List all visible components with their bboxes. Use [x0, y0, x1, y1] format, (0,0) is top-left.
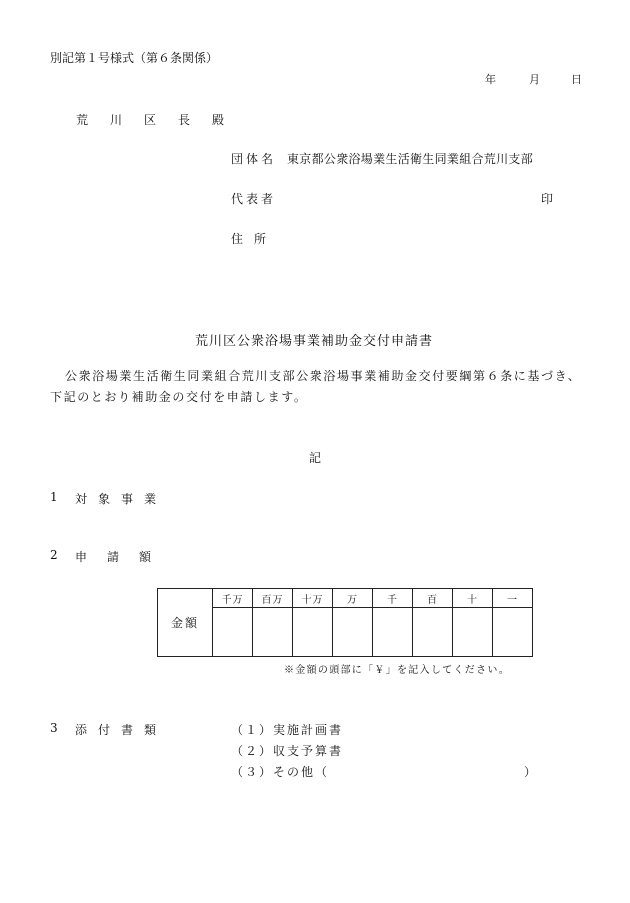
digit-cell[interactable]	[453, 608, 493, 657]
org-label: 団体名	[231, 152, 277, 166]
address-label: 住所	[231, 232, 278, 246]
item-1-label: 対象事業	[75, 492, 168, 506]
digit-header: 百	[413, 589, 453, 608]
digit-header: 一	[493, 589, 533, 608]
form-id: 別記第１号様式（第６条関係）	[50, 51, 219, 65]
date-day: 日	[571, 73, 582, 86]
org-value: 東京都公衆浴場業生活衛生同業組合荒川支部	[287, 152, 534, 166]
body-line-1: 公衆浴場業生活衛生同業組合荒川支部公衆浴場事業補助金交付要綱第６条に基づき、	[65, 369, 582, 383]
item-2-label: 申請額	[75, 550, 172, 564]
digit-cell[interactable]	[253, 608, 293, 657]
date-month: 月	[529, 73, 540, 86]
digit-cell[interactable]	[293, 608, 333, 657]
addressee: 荒川区長殿	[76, 113, 247, 127]
digit-cell[interactable]	[493, 608, 533, 657]
digit-cell[interactable]	[333, 608, 373, 657]
attachment-1: （１）実施計画書	[231, 723, 344, 737]
attachment-3: （３）その他（	[231, 765, 330, 779]
digit-cell[interactable]	[413, 608, 453, 657]
item-2-number: 2	[50, 548, 58, 562]
digit-header: 千万	[213, 589, 253, 608]
ki-heading: 記	[309, 451, 322, 465]
amount-note: ※金額の頭部に「￥」を記入してください。	[284, 665, 510, 676]
digit-header: 百万	[253, 589, 293, 608]
item-3-label: 添付書類	[75, 723, 168, 737]
amount-label: 金額	[158, 589, 213, 657]
body-line-2: 下記のとおり補助金の交付を申請します。	[50, 390, 308, 404]
digit-header: 万	[333, 589, 373, 608]
item-1-number: 1	[50, 490, 58, 504]
digit-cell[interactable]	[213, 608, 253, 657]
digit-header: 十	[453, 589, 493, 608]
digit-cell[interactable]	[373, 608, 413, 657]
attachment-2: （２）収支予算書	[231, 744, 344, 758]
amount-table	[157, 588, 533, 657]
representative-label: 代表者	[231, 192, 277, 206]
document-title: 荒川区公衆浴場事業補助金交付申請書	[195, 334, 434, 349]
seal-mark: 印	[541, 192, 554, 206]
date-year: 年	[485, 73, 496, 86]
digit-header: 十万	[293, 589, 333, 608]
attachment-3-close: ）	[524, 765, 537, 779]
digit-header: 千	[373, 589, 413, 608]
item-3-number: 3	[50, 721, 58, 735]
